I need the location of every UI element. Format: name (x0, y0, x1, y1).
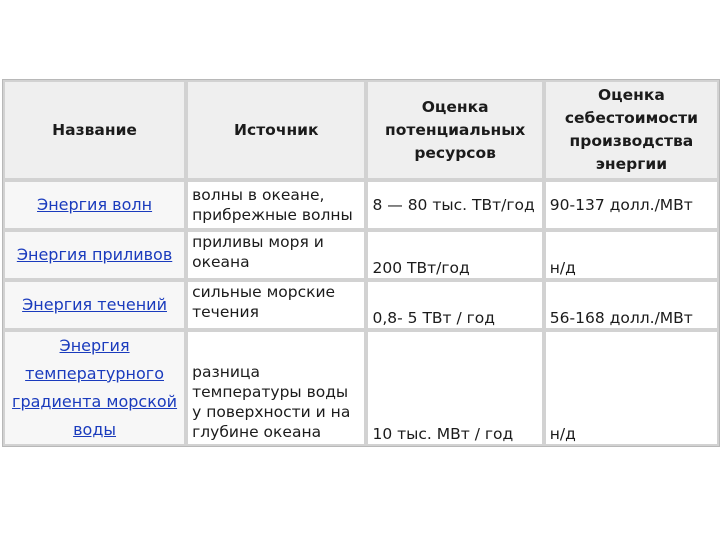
resources-cell: 8 — 80 тыс. ТВт/год (366, 180, 543, 230)
table-row (3, 230, 719, 280)
header-source: Источник (186, 80, 366, 180)
cost-cell: н/д (544, 230, 719, 280)
source-cell: сильные морские течения (186, 280, 366, 330)
header-cost: Оценка себестоимости производства энергии (544, 80, 719, 180)
energy-link[interactable]: Энергия приливов (16, 245, 173, 264)
header-resources: Оценка потенциальных ресурсов (366, 80, 543, 180)
resources-cell: 200 ТВт/год (366, 230, 543, 280)
source-cell: волны в океане, прибрежные волны (186, 180, 366, 230)
table-row (3, 330, 719, 446)
energy-link[interactable]: Энергия температурного градиента морской воды (12, 336, 178, 439)
energy-link[interactable]: Энергия волн (37, 195, 153, 214)
name-cell (3, 180, 186, 230)
energy-link[interactable]: Энергия течений (22, 295, 167, 314)
cost-cell: н/д (544, 330, 719, 446)
source-cell: разница температуры воды у поверхности и на глубине океана (186, 330, 366, 446)
cost-cell: 90-137 долл./МВт (544, 180, 719, 230)
header-row (3, 80, 719, 180)
table-row (3, 180, 719, 230)
table-row (3, 280, 719, 330)
resources-cell: 0,8- 5 ТВт / год (366, 280, 543, 330)
source-cell: приливы моря и океана (186, 230, 366, 280)
cost-cell: 56-168 долл./МВт (544, 280, 719, 330)
name-cell (3, 230, 186, 280)
name-cell (3, 280, 186, 330)
header-name: Название (3, 80, 186, 180)
resources-cell: 10 тыс. МВт / год (366, 330, 543, 446)
energy-table (2, 79, 720, 447)
name-cell (3, 330, 186, 446)
